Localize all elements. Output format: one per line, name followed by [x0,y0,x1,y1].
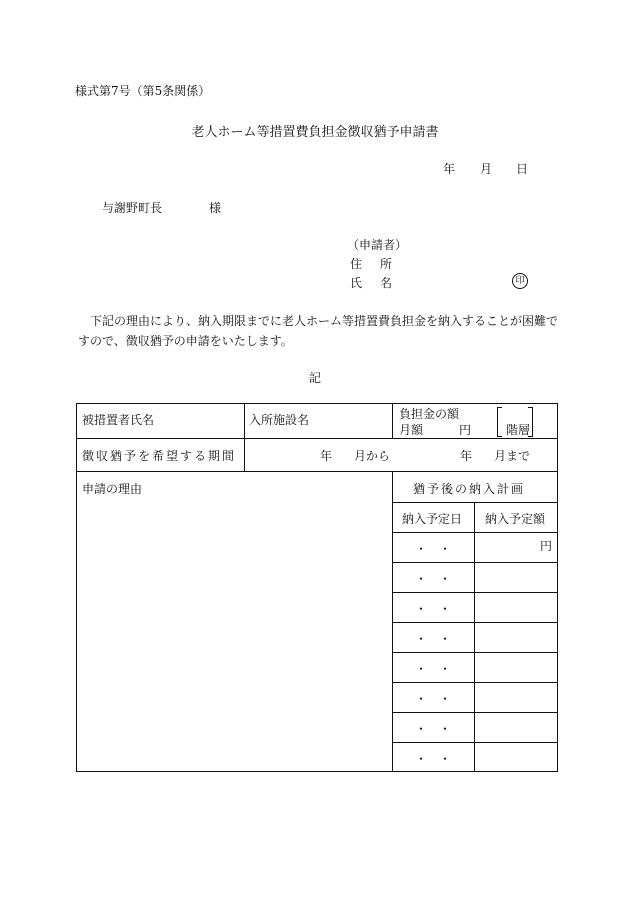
facility-name-label: 入所施設名 [249,413,310,427]
period-from-year: 年 [320,449,333,463]
ki-label: 記 [308,371,321,385]
form-number: 様式第7号（第5条関係） [75,84,211,98]
tier-bracket-right [528,407,533,437]
monthly-amount-label: 月額 [399,423,424,437]
plan-date-row-3: ・ ・ [415,602,452,616]
date-year-label: 年 [443,162,456,176]
plan-date-row-8: ・ ・ [415,752,452,766]
applicant-name-label: 氏名 [350,276,411,290]
plan-col-date: 納入予定日 [402,512,463,526]
body-text: 下記の理由により、納入期限までに老人ホーム等措置費負担金を納入することが困難ですので、徴収猶予の申請をいたします。 [78,314,559,348]
plan-header: 猶予後の納入計画 [413,482,526,496]
plan-yen-label: 円 [540,539,553,553]
plan-date-row-7: ・ ・ [415,722,452,736]
person-name-label: 被措置者氏名 [82,413,155,427]
date-day-label: 日 [516,162,529,176]
period-from-month: 月から [354,449,391,463]
plan-date-row-4: ・ ・ [415,632,452,646]
date-month-label: 月 [480,162,493,176]
period-to-month: 月まで [494,449,531,463]
tier-bracket-left [497,407,502,437]
document-title: 老人ホーム等措置費負担金徴収猶予申請書 [191,125,439,140]
applicant-label: （申請者） [347,238,408,252]
yen-label: 円 [459,423,472,437]
plan-date-row-6: ・ ・ [415,692,452,706]
plan-col-amount: 納入予定額 [485,512,546,526]
period-to-year: 年 [460,449,473,463]
addressee-honorific: 様 [209,201,222,215]
reason-label: 申請の理由 [82,482,143,496]
tier-label: 階層 [506,423,531,437]
deferral-period-label: 徴収猶予を希望する期間 [82,449,237,463]
plan-date-row-1: ・ ・ [415,542,452,556]
plan-date-row-5: ・ ・ [415,662,452,676]
applicant-address-label: 住所 [350,257,411,271]
seal-mark: 印 [512,273,528,289]
addressee-name: 与謝野町長 [102,201,163,215]
burden-amount-label: 負担金の額 [399,407,460,421]
plan-date-row-2: ・ ・ [415,572,452,586]
